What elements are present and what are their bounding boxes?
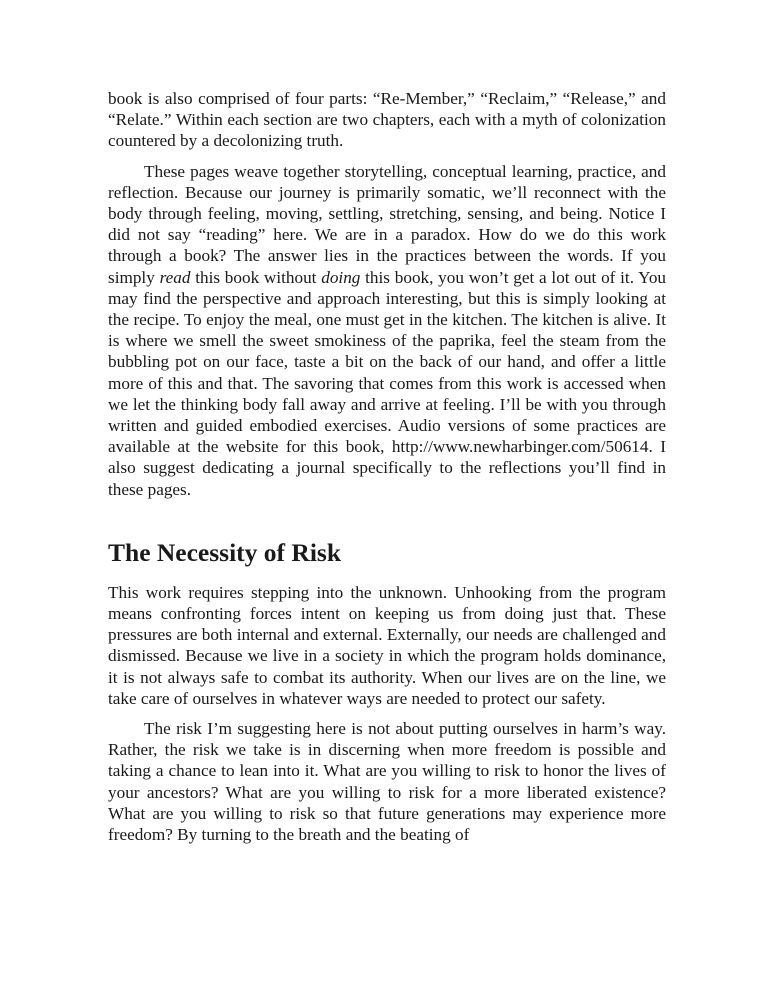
paragraph-practices-part-a: These pages weave together storytelling, conceptual learning, practice, and reflection. Because our journey is primarily somatic, we’ll reconnect with the body through feeling, moving, settling, stretching, sensing, and being. Notice I did not say “reading” here. We are in a paradox. How do we do this work through a book? The answer lies in the practices between the words. If you simply <box>108 161 666 287</box>
paragraph-risk: The risk I’m suggesting here is not about putting ourselves in harm’s way. Rather, the risk we take is in discerning when more freedom is possible and taking a chance to lean into it. What are you willing to risk to honor the lives of your ancestors? What are you willing to risk for a more liberated existence? What are you willing to risk so that future generations may experience more freedom? By turning to the breath and the beating of <box>108 719 666 845</box>
paragraph-continued: book is also comprised of four parts: “Re-Member,” “Reclaim,” “Release,” and “Relate.” Within each section are two chapters, each with a myth of colonization countered by a decolonizing truth. <box>108 89 666 151</box>
paragraph-practices-part-b: this book without <box>190 267 322 287</box>
paragraph-practices-part-c: this book, you won’t get a lot out of it. You may find the perspective and approach interesting, but this is simply looking at the recipe. To enjoy the meal, one must get in the kitchen. The kitchen is alive. It is where we smell the sweet smokiness of the paprika, feel the steam from the bubbling pot on our face, taste a bit on the back of our hand, and offer a little more of this and that. The savoring that comes from this work is accessed when we let the thinking body fall away and arrive at feeling. I’ll be with you through written and guided embodied exercises. Audio versions of some practices are available at the website for this book, http://www.newharbinger.com/50614. I also suggest dedicating a journal specifically to the reflections you’ll find in these pages. <box>108 267 667 499</box>
paragraph-unknown: This work requires stepping into the unknown. Unhooking from the program means confronting forces intent on keeping us from doing just that. These pressures are both internal and external. Externally, our needs are challenged and dismissed. Because we live in a society in which the program holds dominance, it is not always safe to combat its authority. When our lives are on the line, we take care of ourselves in whatever ways are needed to protect our safety. <box>108 582 666 708</box>
page-content <box>108 88 666 845</box>
emphasis-doing: doing <box>321 267 361 287</box>
paragraph-practices <box>108 161 666 500</box>
section-heading: The Necessity of Risk <box>108 537 342 567</box>
emphasis-read: read <box>159 267 191 287</box>
